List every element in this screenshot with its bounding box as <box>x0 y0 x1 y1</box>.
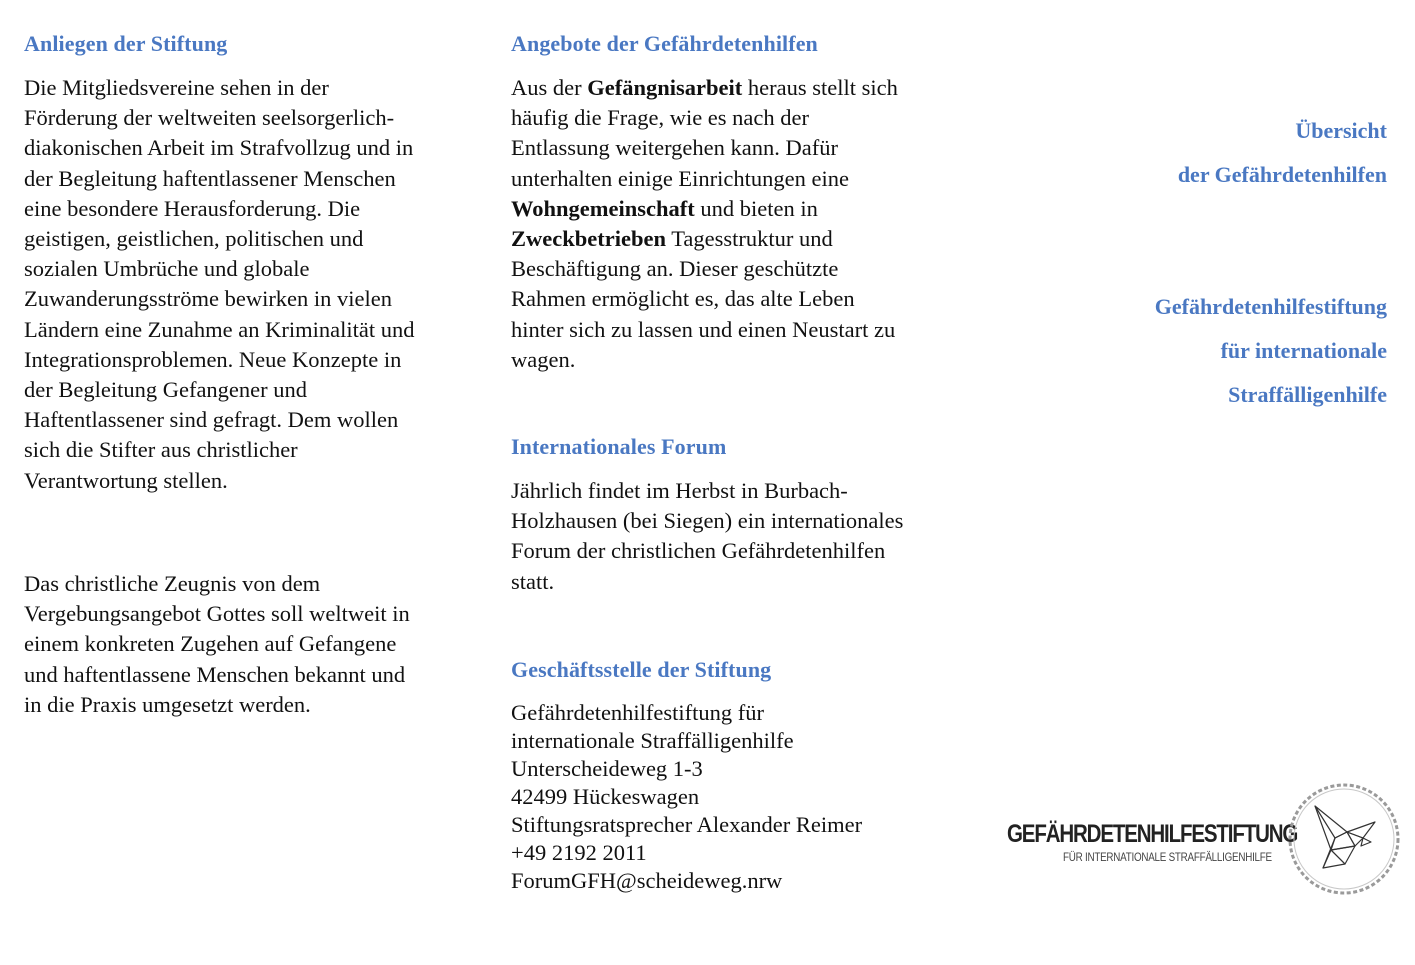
cover-title-line-2: der Gefährdetenhilfen <box>1177 162 1387 187</box>
office-line-1: Gefährdetenhilfestiftung für <box>511 700 765 725</box>
angebote-bold-wohngemeinschaft: Wohngemeinschaft <box>511 195 695 221</box>
cover-foundation-line-3: Straffälligenhilfe <box>1228 382 1387 407</box>
office-address <box>511 699 911 895</box>
dove-in-chain-ring-icon <box>1285 780 1403 898</box>
heading-anliegen: Anliegen der Stiftung <box>24 31 228 56</box>
heading-geschaeftsstelle: Geschäftsstelle der Stiftung <box>511 657 772 682</box>
cover-foundation-line-2: für internationale <box>1220 338 1387 363</box>
office-email: ForumGFH@scheideweg.nrw <box>511 868 783 893</box>
angebote-paragraph <box>511 73 906 375</box>
forum-paragraph: Jährlich findet im Herbst in Burbach-Holzhausen (bei Siegen) ein internationales Forum der christlichen Gefährdetenhilfen statt. <box>511 478 904 594</box>
heading-forum: Internationales Forum <box>511 434 727 459</box>
angebote-text-4: Tagesstruktur und Beschäftigung an. Dieser geschützte Rahmen ermöglicht es, das alte Leben hinter sich zu lassen und einen Neustart zu wagen. <box>511 226 896 372</box>
angebote-bold-zweckbetrieben: Zweckbetrieben <box>511 226 666 252</box>
office-line-2: internationale Straffälligenhilfe <box>511 728 794 753</box>
office-contact-person: Stiftungsratsprecher Alexander Reimer <box>511 812 863 837</box>
cover-foundation-line-1: Gefährdetenhilfestiftung <box>1154 294 1387 319</box>
anliegen-paragraph-2: Das christliche Zeugnis von dem Vergebungsangebot Gottes soll weltweit in einem konkreten Zugehen auf Gefangene und haftentlassene Menschen bekannt und in die Praxis umgesetzt werden. <box>24 571 410 717</box>
cover-title-line-1: Übersicht <box>1295 118 1387 143</box>
logo-wordmark: GEFÄHRDETENHILFESTIFTUNG <box>1007 820 1298 848</box>
office-street: Unterscheideweg 1-3 <box>511 756 703 781</box>
foundation-logo <box>1007 780 1407 900</box>
angebote-text-1: Aus der <box>511 75 588 100</box>
angebote-bold-gefaengnisarbeit: Gefängnisarbeit <box>587 75 743 100</box>
office-phone: +49 2192 2011 <box>511 840 647 865</box>
angebote-text-2: heraus stellt sich häufig die Frage, wie es nach der Entlassung weitergehen kann. Dafür unterhalten einige Einrichtungen eine <box>511 75 898 191</box>
angebote-text-3: und bieten in <box>694 195 818 221</box>
logo-subtitle: FÜR INTERNATIONALE STRAFFÄLLIGENHILFE <box>1063 850 1272 864</box>
heading-angebote: Angebote der Gefährdetenhilfen <box>511 31 818 56</box>
anliegen-paragraph-1: Die Mitgliedsvereine sehen in der Förderung der weltweiten seelsorgerlich-diakonischen Arbeit im Strafvollzug und in der Begleitung haftentlassener Menschen eine besondere Herausforderung. Die geistigen, geistlichen, politischen und sozialen Umbrüche und globale Zuwanderungsströme bewirken in vielen Ländern eine Zunahme an Kriminalität und Integrationsproblemen. Neue Konzepte in der Begleitung Gefangener und Haftentlassener sind gefragt. Dem wollen sich die Stifter aus christlicher Verantwortung stellen. <box>24 75 415 493</box>
office-city: 42499 Hückeswagen <box>511 784 700 809</box>
